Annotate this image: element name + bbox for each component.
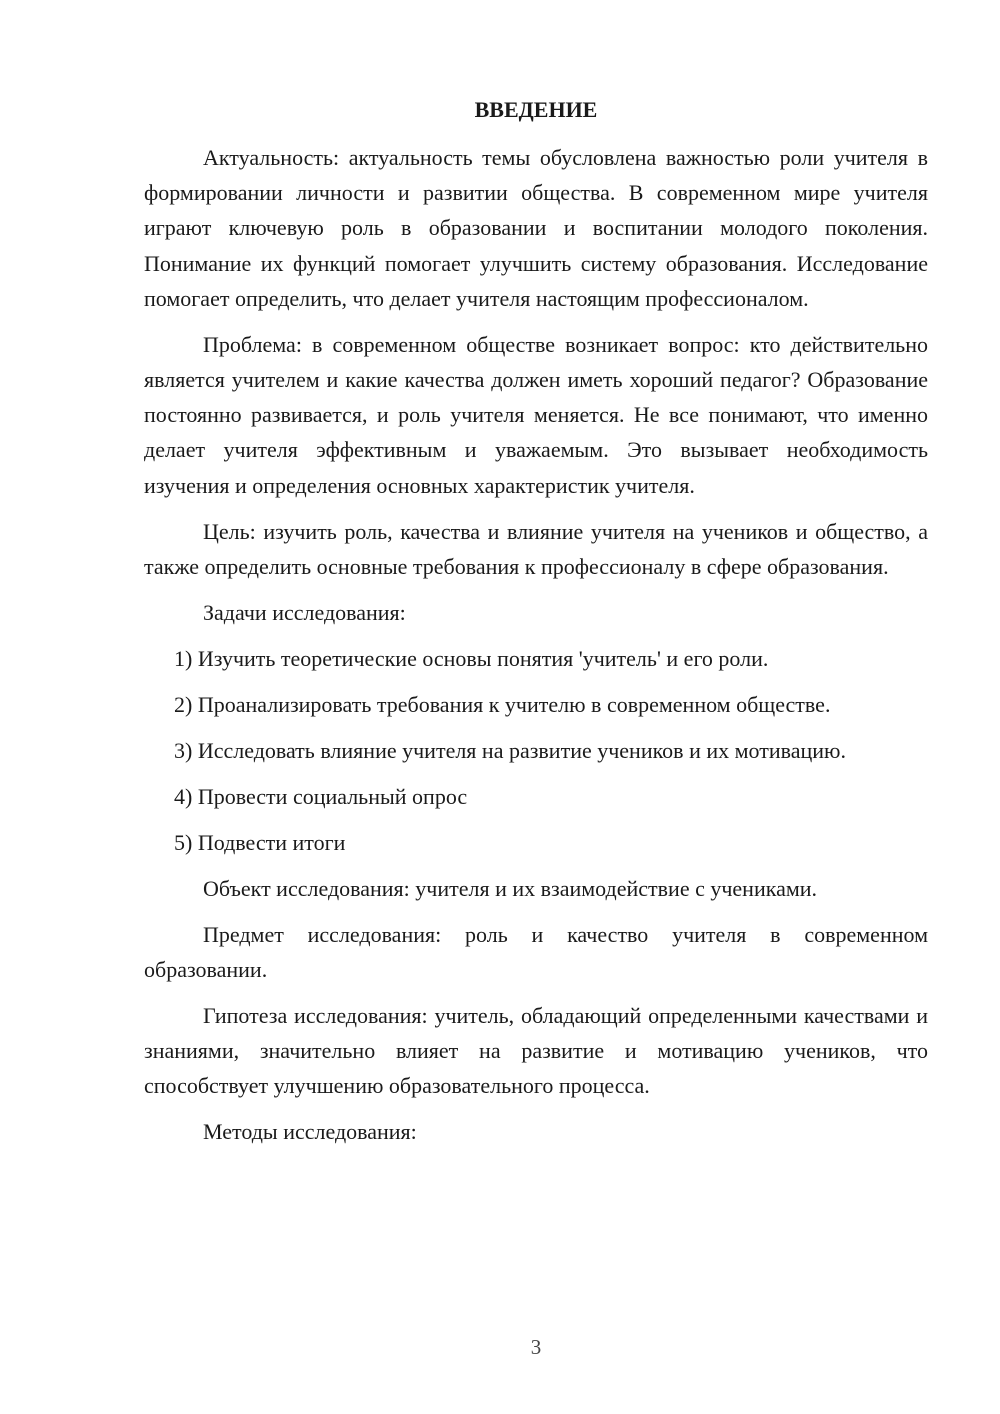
task-item-5: 5) Подвести итоги — [174, 829, 346, 855]
tasks-heading: Задачи исследования: — [203, 599, 406, 625]
subject-paragraph: Предмет исследования: роль и качество учителя в современном образовании. — [144, 921, 928, 983]
page-content — [144, 94, 928, 1160]
task-item-4: 4) Провести социальный опрос — [174, 783, 468, 809]
object-paragraph: Объект исследования: учителя и их взаимодействие с учениками. — [203, 875, 818, 901]
task-item-1: 1) Изучить теоретические основы понятия 'учитель' и его роли. — [174, 645, 769, 671]
methods-heading: Методы исследования: — [203, 1119, 417, 1145]
hypothesis-paragraph: Гипотеза исследования: учитель, обладающий определенными качествами и знаниями, значительно влияет на развитие и мотивацию учеников, что способствует улучшению образовательного процесса. — [144, 1003, 928, 1099]
page-title: ВВЕДЕНИЕ — [474, 97, 598, 122]
relevance-paragraph: Актуальность: актуальность темы обусловлена важностью роли учителя в формировании личности и развитии общества. В современном мире учителя играют ключевую роль в образовании и воспитании молодого поколения. Понимание их функций помогает улучшить систему образования. Исследование помогает определить, что делает учителя настоящим профессионалом. — [144, 145, 928, 311]
goal-paragraph: Цель: изучить роль, качества и влияние учителя на учеников и общество, а также определить основные требования к профессионалу в сфере образования. — [144, 518, 928, 579]
problem-paragraph: Проблема: в современном обществе возникает вопрос: кто действительно является учителем и какие качества должен иметь хороший педагог? Образование постоянно развивается, и роль учителя меняется. Не все понимают, что именно делает учителя эффективным и уважаемым. Это вызывает необходимость изучения и определения основных характеристик учителя. — [144, 331, 928, 498]
task-item-3: 3) Исследовать влияние учителя на развитие учеников и их мотивацию. — [174, 737, 846, 763]
task-item-2: 2) Проанализировать требования к учителю в современном обществе. — [174, 691, 831, 717]
page-number: 3 — [530, 1335, 542, 1359]
